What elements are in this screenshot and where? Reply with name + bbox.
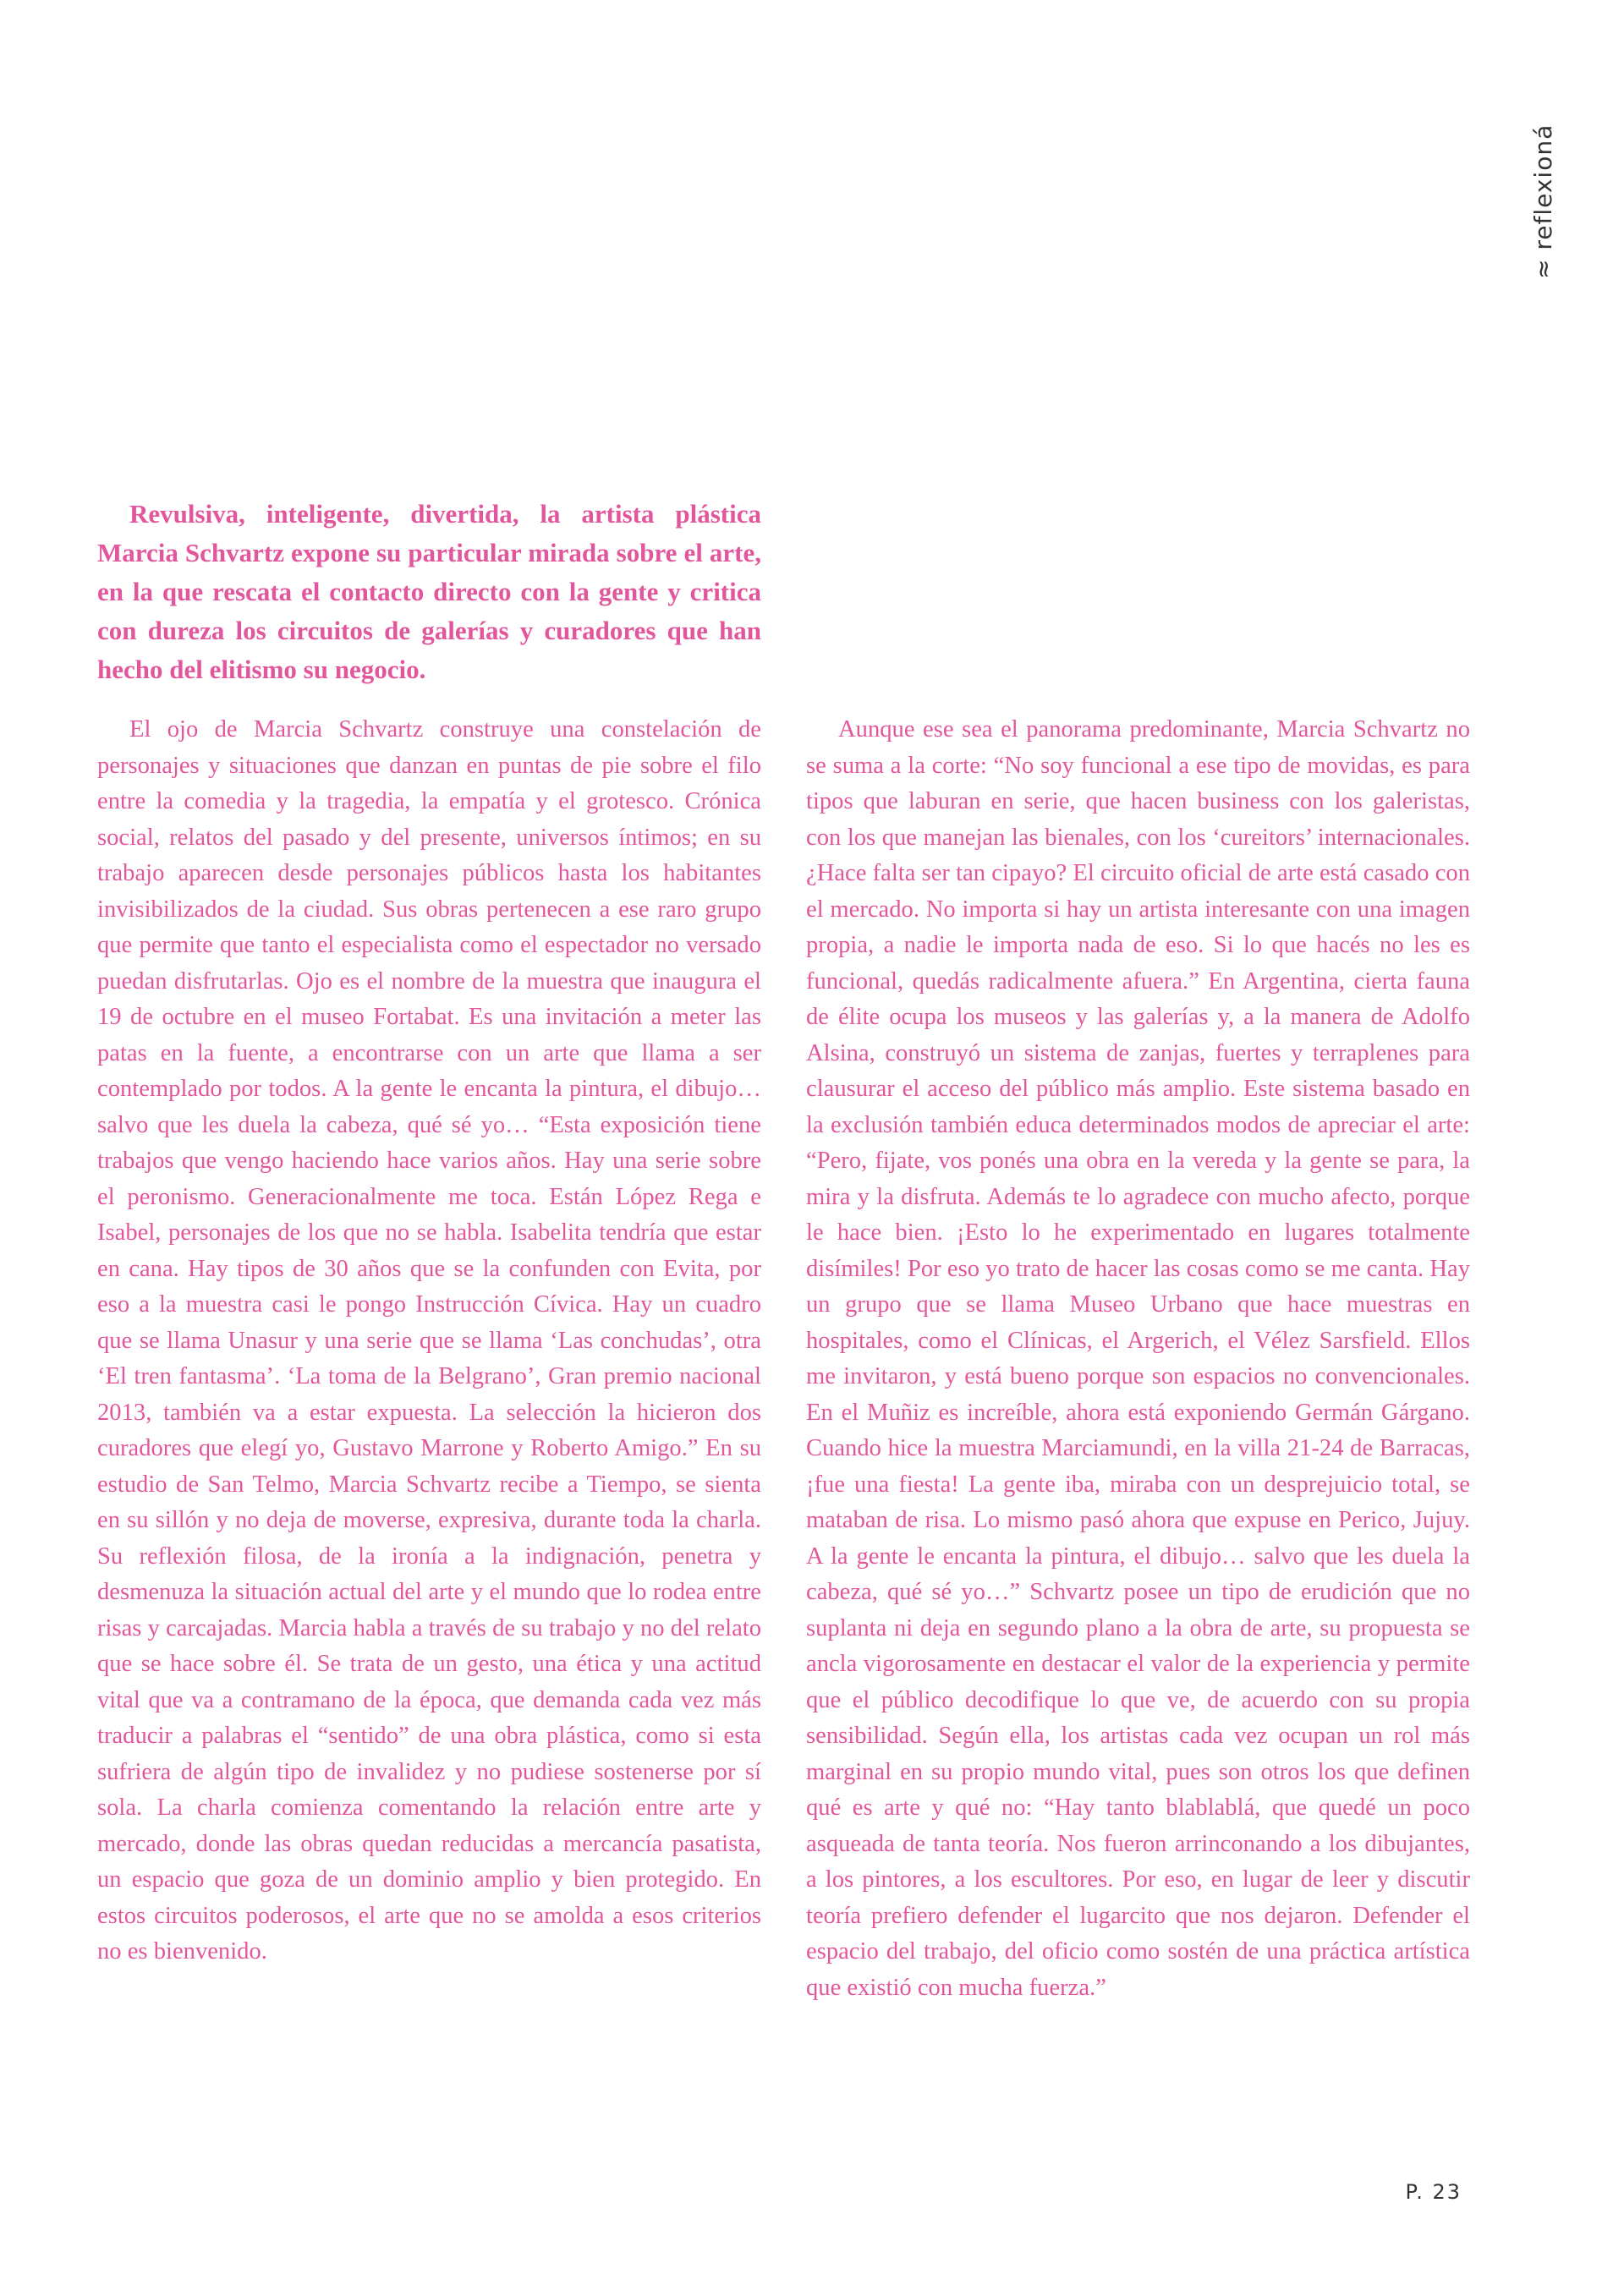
page-number: P. 23 (1405, 2180, 1462, 2204)
section-tag (1506, 85, 1556, 279)
article-lead: Revulsiva, inteligente, divertida, la artista plástica Marcia Schvartz expone su particular mirada sobre el arte, en la que rescata el contacto directo con la gente y critica con dureza los circuitos de galerías y curadores que han hecho del elitismo su negocio. (97, 499, 761, 684)
article-body-column-left: El ojo de Marcia Schvartz construye una constelación de personajes y situaciones que danzan en puntas de pie sobre el filo entre la comedia y la tragedia, la empatía y el grotesco. Crónica social, relatos del pasado y del presente, universos íntimos; en su trabajo aparecen desde personajes públicos hasta los habitantes invisibilizados de la ciudad. Sus obras pertenecen a ese raro grupo que permite que tanto el especialista como el espectador no versado puedan disfrutarlas. Ojo es el nombre de la muestra que inaugura el 19 de octubre en el museo Fortabat. Es una invitación a meter las patas en la fuente, a encontrarse con un arte que llama a ser contemplado por todos. A la gente le encanta la pintura, el dibujo… salvo que les duela la cabeza, qué sé yo… “Esta exposición tiene trabajos que vengo haciendo hace varios años. Hay una serie sobre el peronismo. Generacionalmente me toca. Están López Rega e Isabel, personajes de los que no se habla. Isabelita tendría que estar en cana. Hay tipos de 30 años que se la confunden con Evita, por eso a la muestra casi le pongo Instrucción Cívica. Hay un cuadro que se llama Unasur y una serie que se llama ‘Las conchudas’, otra ‘El tren fantasma’. ‘La toma de la Belgrano’, Gran premio nacional 2013, también va a estar expuesta. La selección la hicieron dos curadores que elegí yo, Gustavo Marrone y Roberto Amigo.” En su estudio de San Telmo, Marcia Schvartz recibe a Tiempo, se sienta en su sillón y no deja de moverse, expresiva, durante toda la charla. Su reflexión filosa, de la ironía a la indignación, penetra y desmenuza la situación actual del arte y el mundo que lo rodea entre risas y carcajadas. Marcia habla a través de su trabajo y no del relato que se hace sobre él. Se trata de un gesto, una ética y una actitud vital que va a contramano de la época, que demanda cada vez más traducir a palabras el “sentido” de una obra plástica, como si esta sufriera de algún tipo de invalidez y no pudiese sostenerse por sí sola. La charla comienza comentando la relación entre arte y mercado, donde las obras quedan reducidas a mercancía pasatista, un espacio que goza de un dominio amplio y bien protegido. En estos circuitos poderosos, el arte que no se amolda a esos criterios no es bienvenido. (97, 716, 761, 1964)
section-tag-label: ≈ reflexioná (1529, 123, 1557, 279)
article-body-column-right: Aunque ese sea el panorama predominante, Marcia Schvartz no se suma a la corte: “No soy funcional a ese tipo de movidas, es para tipos que laburan en serie, que hacen business con los galeristas, con los que manejan las bienales, con los ‘cureitors’ internacionales. ¿Hace falta ser tan cipayo? El circuito oficial de arte está casado con el mercado. No importa si hay un artista interesante con una imagen propia, a nadie le importa nada de eso. Si lo que hacés no les es funcional, quedás radicalmente afuera.” En Argentina, cierta fauna de élite ocupa los museos y las galerías y, a la manera de Adolfo Alsina, construyó un sistema de zanjas, fuertes y terraplenes para clausurar el acceso del público más amplio. Este sistema basado en la exclusión también educa determinados modos de apreciar el arte: “Pero, fijate, vos ponés una obra en la vereda y la gente se para, la mira y la disfruta. Además te lo agradece con mucho afecto, porque le hace bien. ¡Esto lo he experimentado en lugares totalmente disímiles! Por eso yo trato de hacer las cosas como se me canta. Hay un grupo que se llama Museo Urbano que hace muestras en hospitales, como el Clínicas, el Argerich, el Vélez Sarsfield. Ellos me invitaron, y está bueno porque son espacios no convencionales. En el Muñiz es increíble, ahora está exponiendo Germán Gárgano. Cuando hice la muestra Marciamundi, en la villa 21-24 de Barracas, ¡fue una fiesta! La gente iba, miraba con un desprejuicio total, se mataban de risa. Lo mismo pasó ahora que expuse en Perico, Jujuy. A la gente le encanta la pintura, el dibujo… salvo que les duela la cabeza, qué sé yo…” Schvartz posee un tipo de erudición que no suplanta ni deja en segundo plano a la obra de arte, su propuesta se ancla vigorosamente en destacar el valor de la experiencia y permite que el público decodifique lo que ve, de acuerdo con su propia sensibilidad. Según ella, los artistas cada vez ocupan un rol más marginal en su propio mundo vital, pues son otros los que definen qué es arte y qué no: “Hay tanto blablablá, que quedé un poco asqueada de tanta teoría. Nos fueron arrinconando a los dibujantes, a los pintores, a los escultores. Por eso, en lugar de leer y discutir teoría prefiero defender el lugarcito que nos dejaron. Defender el espacio del trabajo, del oficio como sostén de una práctica artística que existió con mucha fuerza.” (806, 716, 1470, 2001)
